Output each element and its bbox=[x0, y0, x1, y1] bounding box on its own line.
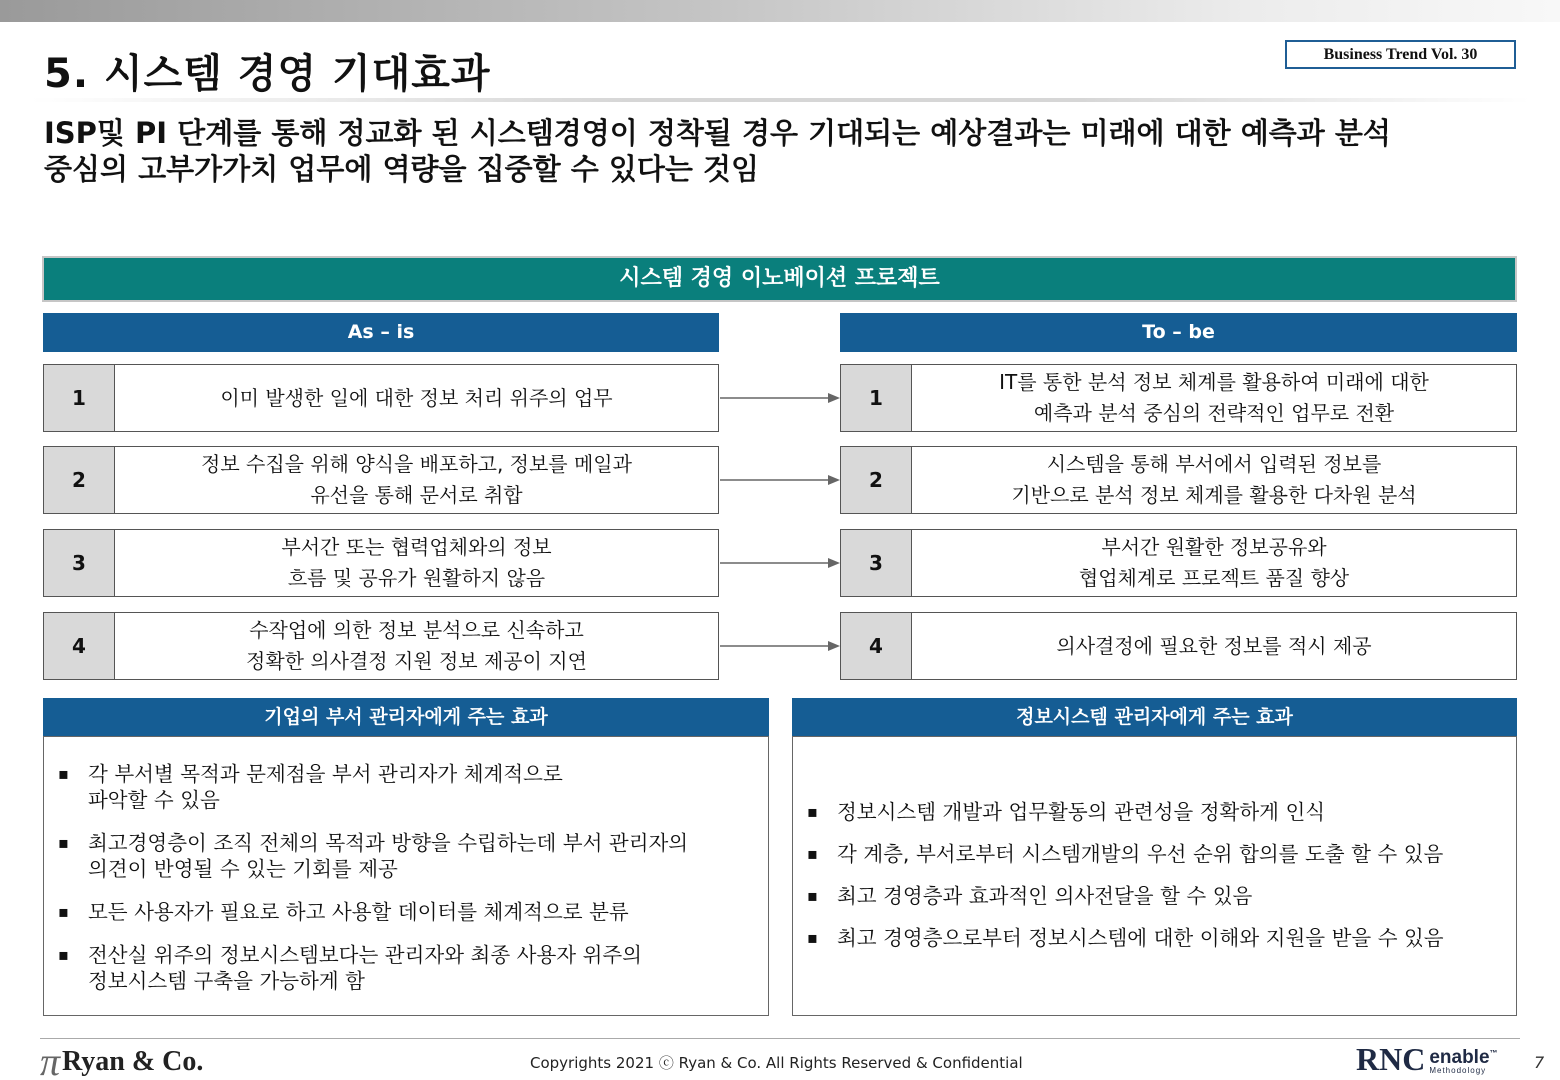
project-header: 시스템 경영 이노베이션 프로젝트 bbox=[42, 256, 1517, 302]
list-item-line: ▪ 전산실 위주의 정보시스템보다는 관리자와 최종 사용자 위주의 bbox=[88, 943, 642, 967]
dept-manager-list bbox=[44, 737, 768, 994]
volume-badge: Business Trend Vol. 30 bbox=[1285, 40, 1516, 69]
row-text-line: 의사결정에 필요한 정보를 적시 제공 bbox=[1056, 633, 1372, 658]
summary-line-2: 중심의 고부가가치 업무에 역량을 집중할 수 있다는 것임 bbox=[44, 152, 759, 186]
footer-divider bbox=[40, 1038, 1520, 1039]
row-text bbox=[115, 530, 718, 596]
list-item: ▪ 최고 경영층으로부터 정보시스템에 대한 이해와 지원을 받을 수 있음 bbox=[793, 925, 1516, 951]
arrow-right-icon bbox=[720, 474, 840, 486]
list-item bbox=[44, 899, 768, 925]
list-item bbox=[44, 761, 768, 813]
to-be-row-1 bbox=[840, 364, 1517, 432]
enable-logo bbox=[1429, 1048, 1497, 1075]
to-be-row-2 bbox=[840, 446, 1517, 514]
trademark: ™ bbox=[1489, 1048, 1498, 1058]
enable-text: enable bbox=[1429, 1047, 1490, 1068]
row-number: 1 bbox=[44, 365, 115, 431]
company-name: Ryan & Co. bbox=[62, 1046, 204, 1077]
rnc-text: RNC bbox=[1356, 1041, 1426, 1077]
list-item-line: 의견이 반영될 수 있는 기회를 제공 bbox=[88, 857, 398, 881]
list-item: ▪ 정보시스템 개발과 업무활동의 관련성을 정확하게 인식 bbox=[793, 799, 1516, 825]
dept-manager-header: 기업의 부서 관리자에게 주는 효과 bbox=[43, 698, 769, 736]
row-number: 3 bbox=[44, 530, 115, 596]
row-text-line: IT를 통한 분석 정보 체계를 활용하여 미래에 대한 bbox=[999, 370, 1429, 394]
list-item-line: ▪ 각 부서별 목적과 문제점을 부서 관리자가 체계적으로 bbox=[88, 762, 563, 786]
row-text-line: 협업체계로 프로젝트 품질 향상 bbox=[1078, 566, 1350, 590]
as-is-row-2 bbox=[43, 446, 719, 514]
row-text bbox=[115, 365, 718, 431]
row-number: 1 bbox=[841, 365, 912, 431]
row-text bbox=[115, 447, 718, 513]
summary-text bbox=[44, 115, 1524, 187]
arrow-right-icon bbox=[720, 557, 840, 569]
page-number: 7 bbox=[1534, 1053, 1545, 1072]
row-text-line: 예측과 분석 중심의 전략적인 업무로 전환 bbox=[1033, 401, 1395, 425]
row-text-line: 흐름 및 공유가 원활하지 않음 bbox=[287, 566, 546, 590]
row-number: 4 bbox=[841, 613, 912, 679]
row-text-line: 수작업에 의한 정보 분석으로 신속하고 bbox=[249, 618, 584, 642]
list-item bbox=[44, 830, 768, 882]
dept-manager-box bbox=[43, 736, 769, 1016]
title-divider bbox=[30, 98, 1530, 102]
as-is-row-1 bbox=[43, 364, 719, 432]
summary-line-1: ISP및 PI 단계를 통해 정교화 된 시스템경영이 정착될 경우 기대되는 예상결과는 미래에 대한 예측과 분석 bbox=[44, 116, 1391, 150]
row-text-line: 기반으로 분석 정보 체계를 활용한 다차원 분석 bbox=[1011, 483, 1417, 507]
row-text bbox=[912, 365, 1516, 431]
to-be-row-4 bbox=[840, 612, 1517, 680]
arrow-right-icon bbox=[720, 392, 840, 404]
row-text bbox=[912, 447, 1516, 513]
copyright-text: Copyrights 2021 ⓒ Ryan & Co. All Rights Reserved & Confidential bbox=[530, 1054, 1023, 1072]
top-gradient-bar bbox=[0, 0, 1560, 22]
to-be-row-3 bbox=[840, 529, 1517, 597]
list-item-line: ▪ 최고경영층이 조직 전체의 목적과 방향을 수립하는데 부서 관리자의 bbox=[88, 831, 689, 855]
row-text-line: 부서간 또는 협력업체와의 정보 bbox=[281, 535, 552, 559]
company-logo bbox=[40, 1039, 204, 1080]
row-text bbox=[912, 530, 1516, 596]
list-item-line: 파악할 수 있음 bbox=[88, 788, 220, 812]
is-manager-list bbox=[793, 737, 1516, 951]
row-text bbox=[912, 613, 1516, 679]
as-is-row-3 bbox=[43, 529, 719, 597]
row-number: 4 bbox=[44, 613, 115, 679]
page-title: 5. 시스템 경영 기대효과 bbox=[44, 51, 491, 97]
row-text bbox=[115, 613, 718, 679]
row-number: 2 bbox=[841, 447, 912, 513]
row-text-line: 부서간 원활한 정보공유와 bbox=[1101, 535, 1327, 559]
row-text-line: 정확한 의사결정 지원 정보 제공이 지연 bbox=[246, 649, 587, 673]
list-item-line: 정보시스템 구축을 가능하게 함 bbox=[88, 969, 365, 993]
is-manager-box bbox=[792, 736, 1517, 1016]
to-be-header: To – be bbox=[840, 313, 1517, 352]
rnc-logo bbox=[1356, 1043, 1498, 1075]
list-item: ▪ 최고 경영층과 효과적인 의사전달을 할 수 있음 bbox=[793, 883, 1516, 909]
enable-word bbox=[1429, 1048, 1497, 1067]
as-is-header: As – is bbox=[43, 313, 719, 352]
row-number: 2 bbox=[44, 447, 115, 513]
row-text-line: 시스템을 통해 부서에서 입력된 정보를 bbox=[1046, 452, 1382, 476]
row-text-line: 유선을 통해 문서로 취합 bbox=[310, 483, 523, 507]
row-text-line: 이미 발생한 일에 대한 정보 처리 위주의 업무 bbox=[220, 385, 613, 410]
list-item-line: ▪ 모든 사용자가 필요로 하고 사용할 데이터를 체계적으로 분류 bbox=[88, 900, 629, 924]
methodology-text: Methodology bbox=[1429, 1066, 1487, 1075]
as-is-row-4 bbox=[43, 612, 719, 680]
arrow-right-icon bbox=[720, 640, 840, 652]
row-text-line: 정보 수집을 위해 양식을 배포하고, 정보를 메일과 bbox=[201, 452, 632, 476]
is-manager-header: 정보시스템 관리자에게 주는 효과 bbox=[792, 698, 1517, 736]
list-item bbox=[44, 942, 768, 994]
row-number: 3 bbox=[841, 530, 912, 596]
pi-logo-icon: π bbox=[40, 1039, 61, 1080]
list-item: ▪ 각 계층, 부서로부터 시스템개발의 우선 순위 합의를 도출 할 수 있음 bbox=[793, 841, 1516, 867]
